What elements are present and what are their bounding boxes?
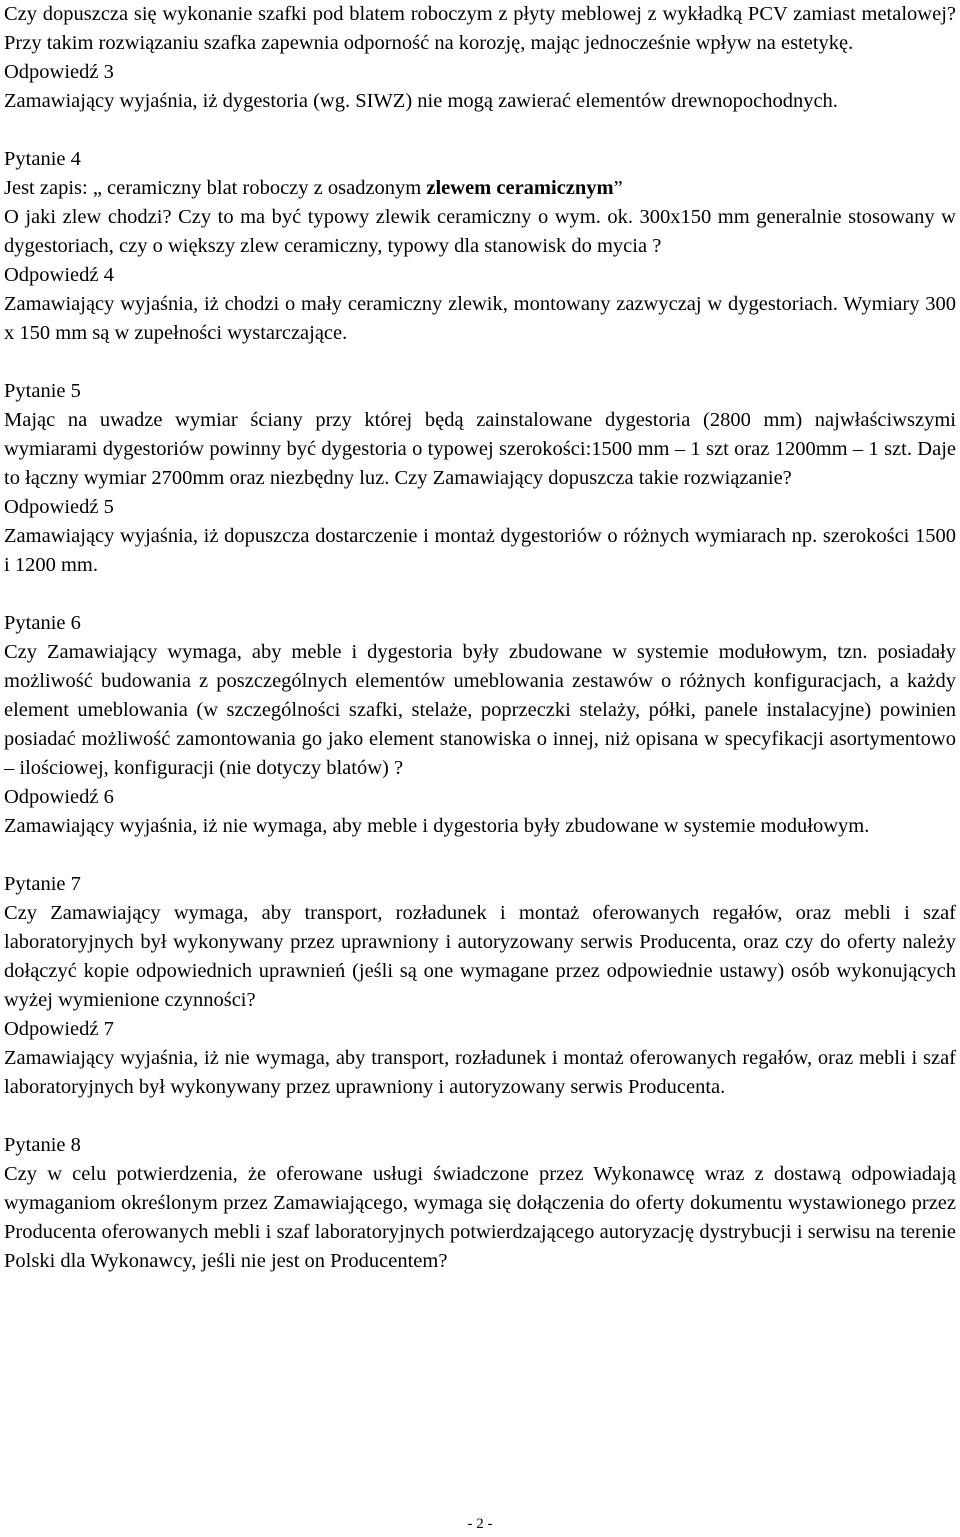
question-4-quote-pre: Jest zapis: „ ceramiczny blat roboczy z osadzonym (4, 177, 427, 199)
answer-5-text: Zamawiający wyjaśnia, iż dopuszcza dostarczenie i montaż dygestoriów o różnych wymiarach np. szerokości 1500 i 1200 mm. (4, 525, 956, 576)
answer-6-text: Zamawiający wyjaśnia, iż nie wymaga, aby meble i dygestoria były zbudowane w systemie modułowym. (4, 815, 870, 837)
answer-4-text: Zamawiający wyjaśnia, iż chodzi o mały ceramiczny zlewik, montowany zazwyczaj w dygestoriach. Wymiary 300 x 150 mm są w zupełności wystarczające. (4, 293, 956, 344)
question-6-text: Czy Zamawiający wymaga, aby meble i dygestoria były zbudowane w systemie modułowym, tzn. posiadały możliwość budowania z poszczególnych elementów umeblowania zestawów o różnych konfiguracjach, a każdy element umeblowania (w szczególności szafki, stelaże, poprzeczki stelaży, półki, panele instalacyjne) powinien posiadać możliwość zamontowania go jako element stanowiska o innej, niż opisana w specyfikacji asortymentowo – ilościowej, konfiguracji (nie dotyczy blatów) ? (4, 641, 956, 779)
question-4-title: Pytanie 4 (4, 148, 81, 170)
answer-3-title: Odpowiedź 3 (4, 61, 114, 83)
answer-3-text: Zamawiający wyjaśnia, iż dygestoria (wg. SIWZ) nie mogą zawierać elementów drewnopochodnych. (4, 90, 838, 112)
question-7-text: Czy Zamawiający wymaga, aby transport, rozładunek i montaż oferowanych regałów, oraz mebli i szaf laboratoryjnych był wykonywany przez uprawniony i autoryzowany serwis Producenta, oraz czy do oferty należy dołączyć kopie odpowiednich uprawnień (jeśli są one wymagane przez odpowiednie ustawy) osób wykonujących wyżej wymienione czynności? (4, 902, 956, 1011)
question-8-text: Czy w celu potwierdzenia, że oferowane usługi świadczone przez Wykonawcę wraz z dostawą odpowiadają wymaganiom określonym przez Zamawiającego, wymaga się dołączenia do oferty dokumentu wystawionego przez Producenta oferowanych mebli i szaf laboratoryjnych potwierdzającego autoryzację dystrybucji i serwisu na terenie Polski dla Wykonawcy, jeśli nie jest on Producentem? (4, 1163, 956, 1272)
answer-4-title: Odpowiedź 4 (4, 264, 114, 286)
question-3-text: Czy dopuszcza się wykonanie szafki pod blatem roboczym z płyty meblowej z wykładką PCV zamiast metalowej? Przy takim rozwiązaniu szafka zapewnia odporność na korozję, mając jednocześnie wpływ na estetykę. (4, 3, 956, 54)
answer-7-title: Odpowiedź 7 (4, 1018, 114, 1040)
question-5-text: Mając na uwadze wymiar ściany przy której będą zainstalowane dygestoria (2800 mm) najwłaściwszymi wymiarami dygestoriów powinny być dygestoria o typowej szerokości:1500 mm – 1 szt oraz 1200mm – 1 szt. Daje to łączny wymiar 2700mm oraz niezbędny luz. Czy Zamawiający dopuszcza takie rozwiązanie? (4, 409, 956, 489)
question-8-title: Pytanie 8 (4, 1134, 81, 1156)
question-4-quote (4, 174, 956, 203)
page-number: - 2 - (467, 1516, 493, 1532)
question-4-quote-post: ” (613, 177, 623, 199)
question-4-text: O jaki zlew chodzi? Czy to ma być typowy zlewik ceramiczny o wym. ok. 300x150 mm generalnie stosowany w dygestoriach, czy o większy zlew ceramiczny, typowy dla stanowisk do mycia ? (4, 206, 956, 257)
question-4-quote-bold: zlewem ceramicznym (426, 177, 614, 199)
document-page (4, 0, 956, 1276)
answer-6-title: Odpowiedź 6 (4, 786, 114, 808)
question-7-title: Pytanie 7 (4, 873, 81, 895)
answer-7-text: Zamawiający wyjaśnia, iż nie wymaga, aby transport, rozładunek i montaż oferowanych regałów, oraz mebli i szaf laboratoryjnych był wykonywany przez uprawniony i autoryzowany serwis Producenta. (4, 1047, 956, 1098)
question-6-title: Pytanie 6 (4, 612, 81, 634)
question-5-title: Pytanie 5 (4, 380, 81, 402)
answer-5-title: Odpowiedź 5 (4, 496, 114, 518)
